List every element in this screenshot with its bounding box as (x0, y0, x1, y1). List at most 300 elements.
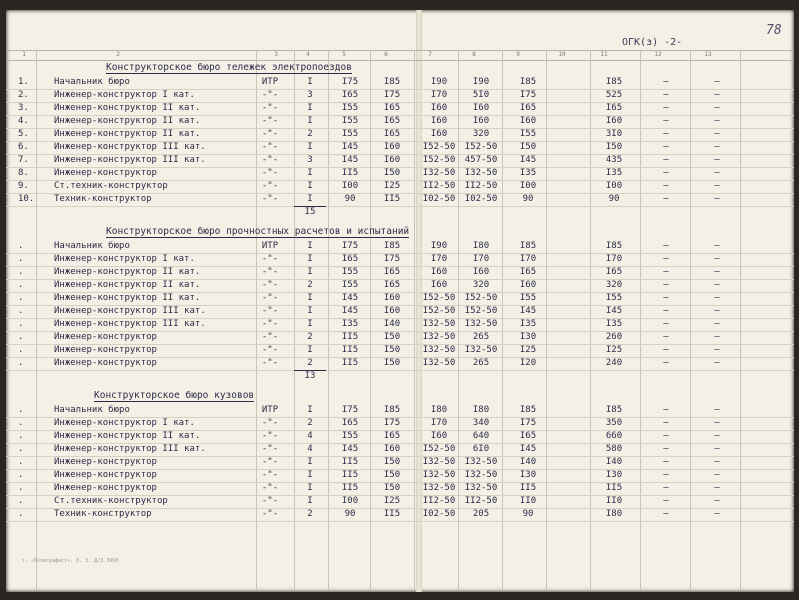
cell-c5: I55 (341, 116, 359, 126)
cell-c6: I65 (383, 267, 401, 277)
cell-c12: – (663, 267, 669, 277)
cell-name: Инженер-конструктор (54, 483, 157, 493)
cell-idx: 3. (18, 103, 29, 113)
cell-c6: I65 (383, 280, 401, 290)
cell-c12: – (663, 306, 669, 316)
cell-cat: -"- (261, 332, 279, 342)
cell-cat: -"- (261, 103, 279, 113)
table-row (6, 292, 794, 306)
cell-cat: ИТР (261, 405, 279, 415)
cell-num: I (307, 319, 313, 329)
cell-c5: I45 (341, 444, 359, 454)
cell-cat: -"- (261, 155, 279, 165)
cell-c9: I85 (519, 405, 537, 415)
cell-c7: II2-50 (422, 181, 456, 191)
cell-cat: ИТР (261, 241, 279, 251)
cell-idx: . (18, 293, 24, 303)
cell-c11: II5 (605, 483, 623, 493)
cell-c7: I70 (430, 418, 448, 428)
cell-c9: I20 (519, 358, 537, 368)
cell-c12: – (663, 431, 669, 441)
cell-c13: – (714, 142, 720, 152)
cell-name: Инженер-конструктор (54, 345, 157, 355)
cell-c8: 320 (472, 129, 490, 139)
cell-c8: I02-50 (464, 194, 498, 204)
cell-c11: 350 (605, 418, 623, 428)
table-row (6, 115, 794, 129)
cell-c9: I35 (519, 168, 537, 178)
cell-c5: I45 (341, 293, 359, 303)
cell-num: I (307, 470, 313, 480)
cell-idx: . (18, 470, 24, 480)
cell-c5: I55 (341, 280, 359, 290)
cell-c6: I50 (383, 345, 401, 355)
cell-c6: II5 (383, 194, 401, 204)
cell-c12: – (663, 116, 669, 126)
cell-c11: I35 (605, 168, 623, 178)
cell-c5: I75 (341, 241, 359, 251)
cell-c11: I50 (605, 142, 623, 152)
cell-cat: -"- (261, 267, 279, 277)
cell-c11: 525 (605, 90, 623, 100)
table-row (6, 266, 794, 280)
cell-c8: I80 (472, 405, 490, 415)
table-row (6, 167, 794, 181)
cell-c13: – (714, 358, 720, 368)
cell-cat: -"- (261, 483, 279, 493)
column-number: 3 (274, 51, 278, 58)
cell-c5: I75 (341, 77, 359, 87)
cell-idx: 2. (18, 90, 29, 100)
cell-c5: II5 (341, 168, 359, 178)
cell-c9: I30 (519, 470, 537, 480)
cell-c11: I80 (605, 509, 623, 519)
cell-c6: I75 (383, 418, 401, 428)
cell-num: I (307, 241, 313, 251)
cell-cat: -"- (261, 194, 279, 204)
cell-c7: I90 (430, 77, 448, 87)
cell-num: 3 (307, 90, 313, 100)
cell-c13: – (714, 332, 720, 342)
cell-c13: – (714, 181, 720, 191)
cell-num: I (307, 457, 313, 467)
table-row (6, 89, 794, 103)
cell-c8: 265 (472, 358, 490, 368)
cell-c8: II2-50 (464, 181, 498, 191)
cell-name: Ст.техник-конструктор (54, 496, 168, 506)
cell-c11: I60 (605, 116, 623, 126)
cell-c5: 90 (344, 194, 356, 204)
cell-c12: – (663, 155, 669, 165)
cell-c7: I70 (430, 90, 448, 100)
cell-c8: 5I0 (472, 90, 490, 100)
cell-c5: I35 (341, 319, 359, 329)
cell-c9: I45 (519, 306, 537, 316)
cell-name: Техник-конструктор (54, 509, 152, 519)
cell-c8: I80 (472, 241, 490, 251)
section-total: I5 (294, 206, 326, 217)
cell-cat: -"- (261, 358, 279, 368)
section-title-text: Конструкторское бюро тележек электропоездов (106, 62, 352, 73)
cell-c5: I65 (341, 90, 359, 100)
cell-c7: I90 (430, 241, 448, 251)
cell-name: Инженер-конструктор III кат. (54, 319, 206, 329)
column-number: 12 (654, 51, 662, 58)
cell-c13: – (714, 306, 720, 316)
cell-cat: ИТР (261, 77, 279, 87)
cell-cat: -"- (261, 254, 279, 264)
section-title-text: Конструкторское бюро прочностных расчетов и испытаний (106, 226, 410, 237)
cell-num: 2 (307, 129, 313, 139)
cell-name: Инженер-конструктор II кат. (54, 116, 201, 126)
table-row (6, 344, 794, 358)
cell-c12: – (663, 444, 669, 454)
cell-c9: I75 (519, 418, 537, 428)
cell-c6: I50 (383, 483, 401, 493)
section-title (106, 226, 409, 237)
table-row (6, 154, 794, 168)
cell-name: Инженер-конструктор (54, 470, 157, 480)
cell-c8: 320 (472, 280, 490, 290)
cell-c12: – (663, 241, 669, 251)
table-row (6, 76, 794, 90)
cell-c9: I65 (519, 103, 537, 113)
cell-c5: II5 (341, 483, 359, 493)
cell-idx: 8. (18, 168, 29, 178)
cell-c5: I65 (341, 254, 359, 264)
cell-c5: II5 (341, 358, 359, 368)
cell-c13: – (714, 470, 720, 480)
cell-cat: -"- (261, 496, 279, 506)
table-row (6, 357, 794, 371)
cell-idx: . (18, 483, 24, 493)
cell-c8: I32-50 (464, 345, 498, 355)
cell-c12: – (663, 405, 669, 415)
cell-name: Инженер-конструктор II кат. (54, 103, 201, 113)
cell-c12: – (663, 103, 669, 113)
cell-c9: I40 (519, 457, 537, 467)
cell-c11: I85 (605, 241, 623, 251)
cell-c12: – (663, 142, 669, 152)
cell-cat: -"- (261, 280, 279, 290)
cell-cat: -"- (261, 181, 279, 191)
cell-c9: I45 (519, 444, 537, 454)
cell-c11: I55 (605, 293, 623, 303)
cell-c9: I55 (519, 129, 537, 139)
cell-c5: I55 (341, 129, 359, 139)
document-sheet (6, 10, 794, 592)
cell-c9: I00 (519, 181, 537, 191)
cell-idx: . (18, 332, 24, 342)
cell-name: Ст.техник-конструктор (54, 181, 168, 191)
cell-num: 4 (307, 431, 313, 441)
cell-c8: I60 (472, 103, 490, 113)
cell-c5: I45 (341, 155, 359, 165)
cell-c6: I50 (383, 457, 401, 467)
cell-c9: I85 (519, 241, 537, 251)
cell-num: I (307, 181, 313, 191)
table-row (6, 141, 794, 155)
cell-c7: I32-50 (422, 470, 456, 480)
column-number: 6 (384, 51, 388, 58)
cell-cat: -"- (261, 319, 279, 329)
cell-c11: 580 (605, 444, 623, 454)
cell-c7: I32-50 (422, 358, 456, 368)
cell-c11: 660 (605, 431, 623, 441)
cell-num: I (307, 77, 313, 87)
cell-c12: – (663, 129, 669, 139)
cell-c6: I85 (383, 241, 401, 251)
cell-name: Инженер-конструктор III кат. (54, 155, 206, 165)
cell-idx: . (18, 509, 24, 519)
cell-idx: . (18, 405, 24, 415)
cell-c6: I65 (383, 431, 401, 441)
cell-c5: 90 (344, 509, 356, 519)
cell-c12: – (663, 496, 669, 506)
cell-c13: – (714, 431, 720, 441)
cell-c8: 340 (472, 418, 490, 428)
cell-c8: I32-50 (464, 457, 498, 467)
cell-c8: I52-50 (464, 142, 498, 152)
cell-c8: I52-50 (464, 306, 498, 316)
table-row (6, 331, 794, 345)
cell-name: Инженер-конструктор II кат. (54, 280, 201, 290)
cell-c8: I32-50 (464, 483, 498, 493)
cell-c5: II5 (341, 470, 359, 480)
column-number: 5 (342, 51, 346, 58)
cell-idx: . (18, 241, 24, 251)
cell-c6: I50 (383, 358, 401, 368)
cell-c5: I55 (341, 267, 359, 277)
cell-c12: – (663, 90, 669, 100)
cell-c11: I65 (605, 103, 623, 113)
cell-c12: – (663, 194, 669, 204)
cell-c8: I60 (472, 267, 490, 277)
cell-c7: I52-50 (422, 142, 456, 152)
cell-cat: -"- (261, 345, 279, 355)
cell-c6: I60 (383, 293, 401, 303)
cell-idx: 10. (18, 194, 35, 204)
cell-c11: I30 (605, 470, 623, 480)
column-number: 8 (472, 51, 476, 58)
cell-c13: – (714, 103, 720, 113)
cell-name: Начальник бюро (54, 241, 130, 251)
column-number: 13 (704, 51, 712, 58)
table-row (6, 180, 794, 194)
cell-c12: – (663, 293, 669, 303)
cell-name: Начальник бюро (54, 77, 130, 87)
table-row (6, 128, 794, 142)
cell-num: I (307, 405, 313, 415)
cell-c6: I65 (383, 103, 401, 113)
cell-cat: -"- (261, 129, 279, 139)
cell-c7: I52-50 (422, 293, 456, 303)
cell-c6: I50 (383, 168, 401, 178)
cell-c11: 3I0 (605, 129, 623, 139)
cell-c8: I90 (472, 77, 490, 87)
cell-c8: I32-50 (464, 168, 498, 178)
cell-c6: I65 (383, 129, 401, 139)
cell-c13: – (714, 129, 720, 139)
cell-c13: – (714, 241, 720, 251)
cell-cat: -"- (261, 142, 279, 152)
cell-cat: -"- (261, 293, 279, 303)
cell-idx: . (18, 345, 24, 355)
cell-c11: II0 (605, 496, 623, 506)
cell-c13: – (714, 319, 720, 329)
cell-c6: I60 (383, 142, 401, 152)
cell-c6: I85 (383, 405, 401, 415)
column-number-row (6, 50, 794, 61)
column-number: 7 (428, 51, 432, 58)
cell-c12: – (663, 168, 669, 178)
cell-c11: I40 (605, 457, 623, 467)
cell-idx: . (18, 319, 24, 329)
cell-c12: – (663, 418, 669, 428)
cell-name: Инженер-конструктор II кат. (54, 267, 201, 277)
cell-c12: – (663, 77, 669, 87)
cell-c9: 90 (522, 194, 534, 204)
cell-num: I (307, 254, 313, 264)
cell-c13: – (714, 116, 720, 126)
cell-c5: I75 (341, 405, 359, 415)
cell-num: 3 (307, 155, 313, 165)
cell-c8: 265 (472, 332, 490, 342)
cell-c13: – (714, 509, 720, 519)
cell-c5: I65 (341, 418, 359, 428)
table-row (6, 482, 794, 496)
cell-c8: 457-50 (464, 155, 498, 165)
cell-c12: – (663, 332, 669, 342)
cell-num: I (307, 168, 313, 178)
cell-c7: I52-50 (422, 306, 456, 316)
cell-c11: I45 (605, 306, 623, 316)
cell-c8: I70 (472, 254, 490, 264)
cell-c11: 435 (605, 155, 623, 165)
cell-c5: I55 (341, 103, 359, 113)
cell-idx: . (18, 431, 24, 441)
table-row (6, 508, 794, 522)
cell-c8: I32-50 (464, 470, 498, 480)
cell-cat: -"- (261, 457, 279, 467)
cell-c13: – (714, 483, 720, 493)
cell-name: Инженер-конструктор III кат. (54, 142, 206, 152)
cell-c13: – (714, 254, 720, 264)
cell-c9: I60 (519, 116, 537, 126)
cell-name: Инженер-конструктор II кат. (54, 431, 201, 441)
table-row (6, 495, 794, 509)
cell-name: Инженер-конструктор I кат. (54, 418, 195, 428)
cell-c7: I60 (430, 267, 448, 277)
cell-num: I (307, 483, 313, 493)
cell-c9: I65 (519, 267, 537, 277)
cell-c9: I55 (519, 293, 537, 303)
section-title-text: Конструкторское бюро кузовов (94, 390, 255, 401)
cell-c9: I45 (519, 155, 537, 165)
cell-c8: I32-50 (464, 319, 498, 329)
cell-c8: 205 (472, 509, 490, 519)
cell-c6: I60 (383, 155, 401, 165)
cell-c6: I75 (383, 90, 401, 100)
cell-c11: I70 (605, 254, 623, 264)
cell-c6: I85 (383, 77, 401, 87)
cell-idx: . (18, 496, 24, 506)
cell-num: I (307, 103, 313, 113)
cell-c9: I75 (519, 90, 537, 100)
cell-name: Инженер-конструктор I кат. (54, 254, 195, 264)
page-number-mark: 78 (766, 23, 782, 38)
column-number: 1 (22, 51, 26, 58)
table-row (6, 102, 794, 116)
cell-c6: I60 (383, 306, 401, 316)
cell-c8: I52-50 (464, 293, 498, 303)
cell-c9: I35 (519, 319, 537, 329)
cell-c12: – (663, 181, 669, 191)
cell-c6: II5 (383, 509, 401, 519)
cell-num: I (307, 496, 313, 506)
cell-c9: I25 (519, 345, 537, 355)
cell-c13: – (714, 168, 720, 178)
cell-name: Инженер-конструктор II кат. (54, 129, 201, 139)
cell-c8: II2-50 (464, 496, 498, 506)
cell-c7: I60 (430, 280, 448, 290)
cell-c8: I60 (472, 116, 490, 126)
column-number: 9 (516, 51, 520, 58)
cell-c13: – (714, 293, 720, 303)
cell-num: 2 (307, 418, 313, 428)
cell-c9: I65 (519, 431, 537, 441)
cell-num: I (307, 293, 313, 303)
cell-c7: I52-50 (422, 444, 456, 454)
cell-name: Инженер-конструктор (54, 332, 157, 342)
cell-name: Техник-конструктор (54, 194, 152, 204)
cell-c7: I70 (430, 254, 448, 264)
cell-num: 2 (307, 358, 313, 368)
cell-idx: . (18, 254, 24, 264)
cell-idx: . (18, 306, 24, 316)
cell-num: I (307, 142, 313, 152)
cell-c6: I25 (383, 181, 401, 191)
cell-cat: -"- (261, 116, 279, 126)
cell-cat: -"- (261, 444, 279, 454)
cell-c6: I50 (383, 332, 401, 342)
cell-num: I (307, 194, 313, 204)
table-row (6, 404, 794, 418)
cell-c12: – (663, 345, 669, 355)
cell-idx: 4. (18, 116, 29, 126)
cell-c13: – (714, 496, 720, 506)
cell-c5: II5 (341, 332, 359, 342)
cell-c9: 90 (522, 509, 534, 519)
cell-c6: I65 (383, 116, 401, 126)
cell-num: 2 (307, 280, 313, 290)
cell-c9: I50 (519, 142, 537, 152)
table-row (6, 240, 794, 254)
cell-c11: I85 (605, 77, 623, 87)
cell-idx: . (18, 267, 24, 277)
cell-c5: I00 (341, 496, 359, 506)
table-row (6, 417, 794, 431)
table-row (6, 193, 794, 207)
cell-c5: I45 (341, 142, 359, 152)
cell-c9: I30 (519, 332, 537, 342)
cell-idx: . (18, 444, 24, 454)
cell-c11: I25 (605, 345, 623, 355)
cell-c5: II5 (341, 345, 359, 355)
cell-c13: – (714, 405, 720, 415)
cell-cat: -"- (261, 470, 279, 480)
cell-c7: I60 (430, 116, 448, 126)
